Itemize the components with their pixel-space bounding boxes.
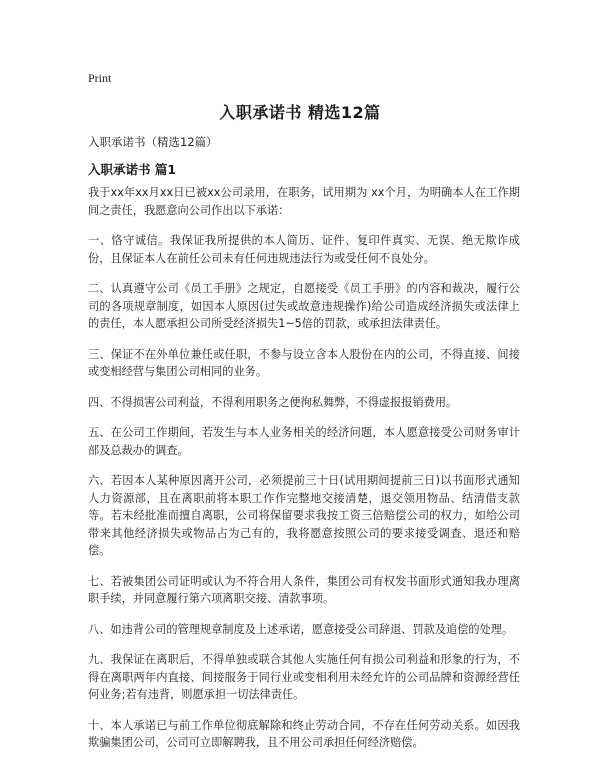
paragraph-5: 五、在公司工作期间，若发生与本人业务相关的经济问题，本人愿意接受公司财务审计部及总裁办的调查。	[88, 426, 520, 457]
paragraph-1: 一、恪守诚信。我保证我所提供的本人简历、证件、复印件真实、无误、绝无欺诈成份，且保证本人在前任公司未有任何违规违法行为或受任何不良处分。	[88, 234, 520, 265]
paragraph-8: 八、如违背公司的管理规章制度及上述承诺，愿意接受公司辞退、罚款及追偿的处理。	[88, 622, 514, 636]
paragraph-4: 四、不得损害公司利益，不得利用职务之便徇私舞弊，不得虚报报销费用。	[88, 395, 458, 409]
document-subtitle: 入职承诺书（精选12篇）	[88, 135, 218, 149]
paragraph-3: 三、保证不在外单位兼任或任职，不参与设立含本人股份在内的公司，不得直接、间接或变相经营与集团公司相同的业务。	[88, 347, 520, 378]
print-link[interactable]: Print	[88, 71, 112, 85]
paragraph-intro: 我于xx年xx月xx日已被xx公司录用，在职务，试用期为 xx个月，为明确本人在工作期间之责任，我愿意向公司作出以下承诺：	[88, 186, 520, 217]
paragraph-7: 七、若被集团公司证明或认为不符合用人条件，集团公司有权发书面形式通知我办理离职手续，并同意履行第六项离职交接、清款事项。	[88, 574, 520, 605]
paragraph-6: 六、若因本人某种原因离开公司，必须提前三十日(试用期间提前三日)以书面形式通知人力资源部，且在离职前将本职工作作完整地交接清楚，退交领用物品、结清借支款等。若未经批准而擅自离职，公司将保留要求我按工资三倍赔偿公司的权力，如给公司带来其他经济损失或物品占为己有的，我将愿意按照公司的要求接受调查、退还和赔偿。	[88, 474, 520, 557]
page-title: 入职承诺书 精选12篇	[219, 103, 381, 122]
paragraph-2: 二、认真遵守公司《员工手册》之规定，自愿接受《员工手册》的内容和裁决，履行公司的各项规章制度，如因本人原因(过失或故意违规操作)给公司造成经济损失或法律上的责任，本人愿承担公司所受经济损失1~5倍的罚款，或承担法律责任。	[88, 282, 520, 330]
paragraph-10: 十、本人承诺已与前工作单位彻底解除和终止劳动合同，不存在任何劳动关系。如因我欺骗集团公司，公司可立即解聘我，且不用公司承担任何经济赔偿。	[88, 718, 520, 749]
paragraph-9: 九、我保证在离职后，不得单独或联合其他人实施任何有损公司利益和形象的行为，不得在离职两年内直接、间接服务于同行业或变相利用未经允许的公司品牌和资源经营任何业务;若有违背，则愿承担一切法律责任。	[88, 653, 520, 701]
document-body	[88, 184, 520, 765]
section-heading: 入职承诺书 篇1	[88, 162, 177, 177]
